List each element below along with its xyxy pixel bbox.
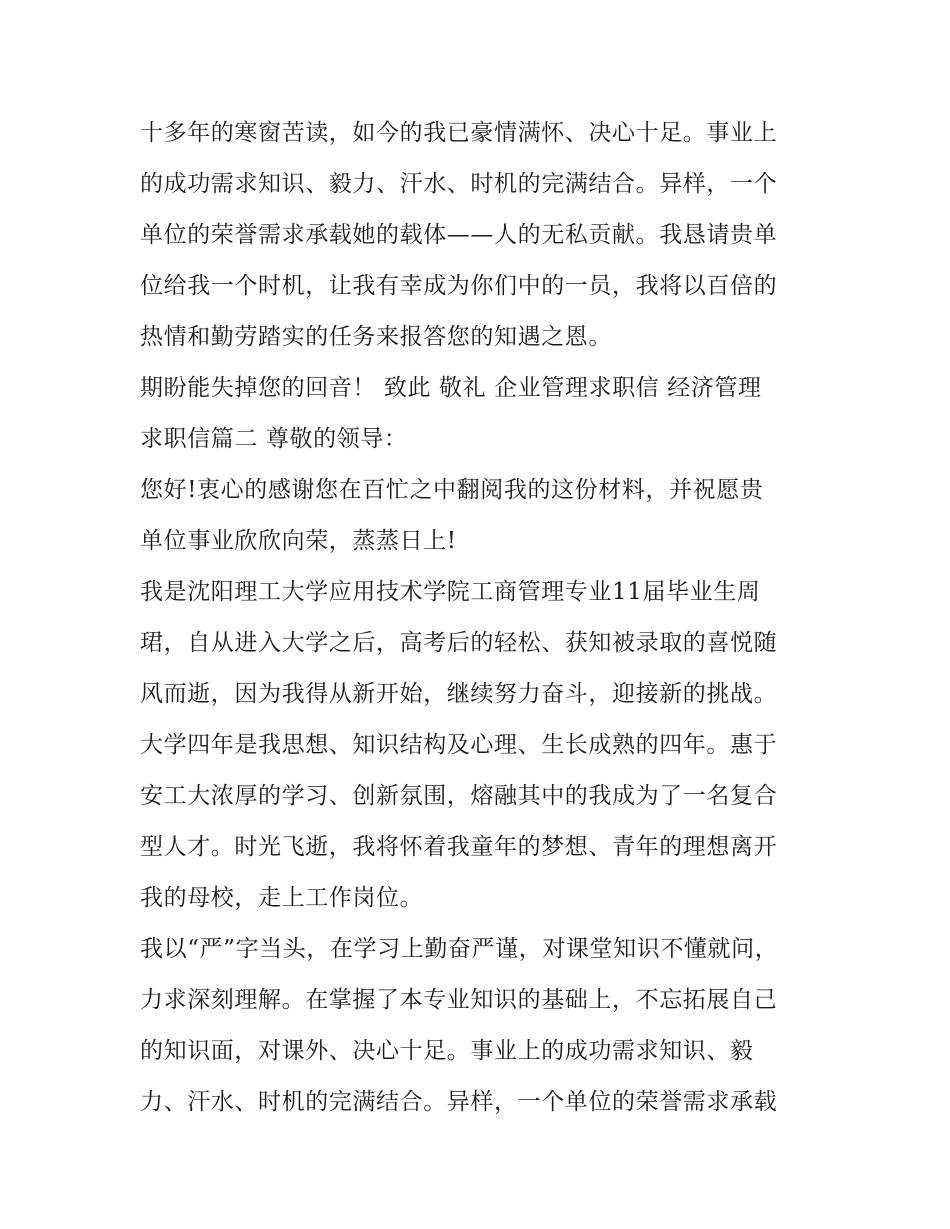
text-line: 安工大浓厚的学习、创新氛围，熔融其中的我成为了一名复合 bbox=[140, 783, 778, 809]
text-line: 期盼能失掉您的回音！ 致此 敬礼 企业管理求职信 经济管理 bbox=[140, 375, 762, 401]
text-line: 您好!衷心的感谢您在百忙之中翻阅我的这份材料，并祝愿贵 bbox=[140, 477, 764, 503]
text-line: 我的母校，走上工作岗位。 bbox=[140, 885, 424, 911]
text-line: 位给我一个时机，让我有幸成为你们中的一员，我将以百倍的 bbox=[140, 273, 778, 299]
text-line: 大学四年是我思想、知识结构及心理、生长成熟的四年。惠于 bbox=[140, 732, 778, 758]
text-line: 单位事业欣欣向荣，蒸蒸日上! bbox=[140, 528, 457, 554]
text-line: 单位的荣誉需求承载她的载体——人的无私贡献。我恳请贵单 bbox=[140, 222, 778, 248]
text-line: 型人才。时光飞逝，我将怀着我童年的梦想、青年的理想离开 bbox=[140, 834, 778, 860]
text-line: 珺，自从进入大学之后，高考后的轻松、获知被录取的喜悦随 bbox=[140, 630, 778, 656]
text-line: 求职信篇二 尊敬的领导： bbox=[140, 426, 408, 452]
document-body bbox=[140, 108, 820, 1128]
text-line: 力、汗水、时机的完满结合。异样，一个单位的荣誉需求承载 bbox=[140, 1089, 778, 1115]
text-line: 十多年的寒窗苦读，如今的我已豪情满怀、决心十足。事业上 bbox=[140, 120, 778, 146]
text-line: 我是沈阳理工大学应用技术学院工商管理专业11届毕业生周 bbox=[140, 579, 761, 605]
text-line: 的知识面，对课外、决心十足。事业上的成功需求知识、毅 bbox=[140, 1038, 754, 1064]
text-line: 热情和勤劳踏实的任务来报答您的知遇之恩。 bbox=[140, 324, 612, 350]
text-line: 风而逝，因为我得从新开始，继续努力奋斗，迎接新的挑战。 bbox=[140, 681, 778, 707]
text-line: 力求深刻理解。在掌握了本专业知识的基础上，不忘拓展自己 bbox=[140, 987, 778, 1013]
text-line: 的成功需求知识、毅力、汗水、时机的完满结合。异样，一个 bbox=[140, 171, 778, 197]
text-line: 我以“严”字当头，在学习上勤奋严谨，对课堂知识不懂就问， bbox=[140, 936, 779, 962]
